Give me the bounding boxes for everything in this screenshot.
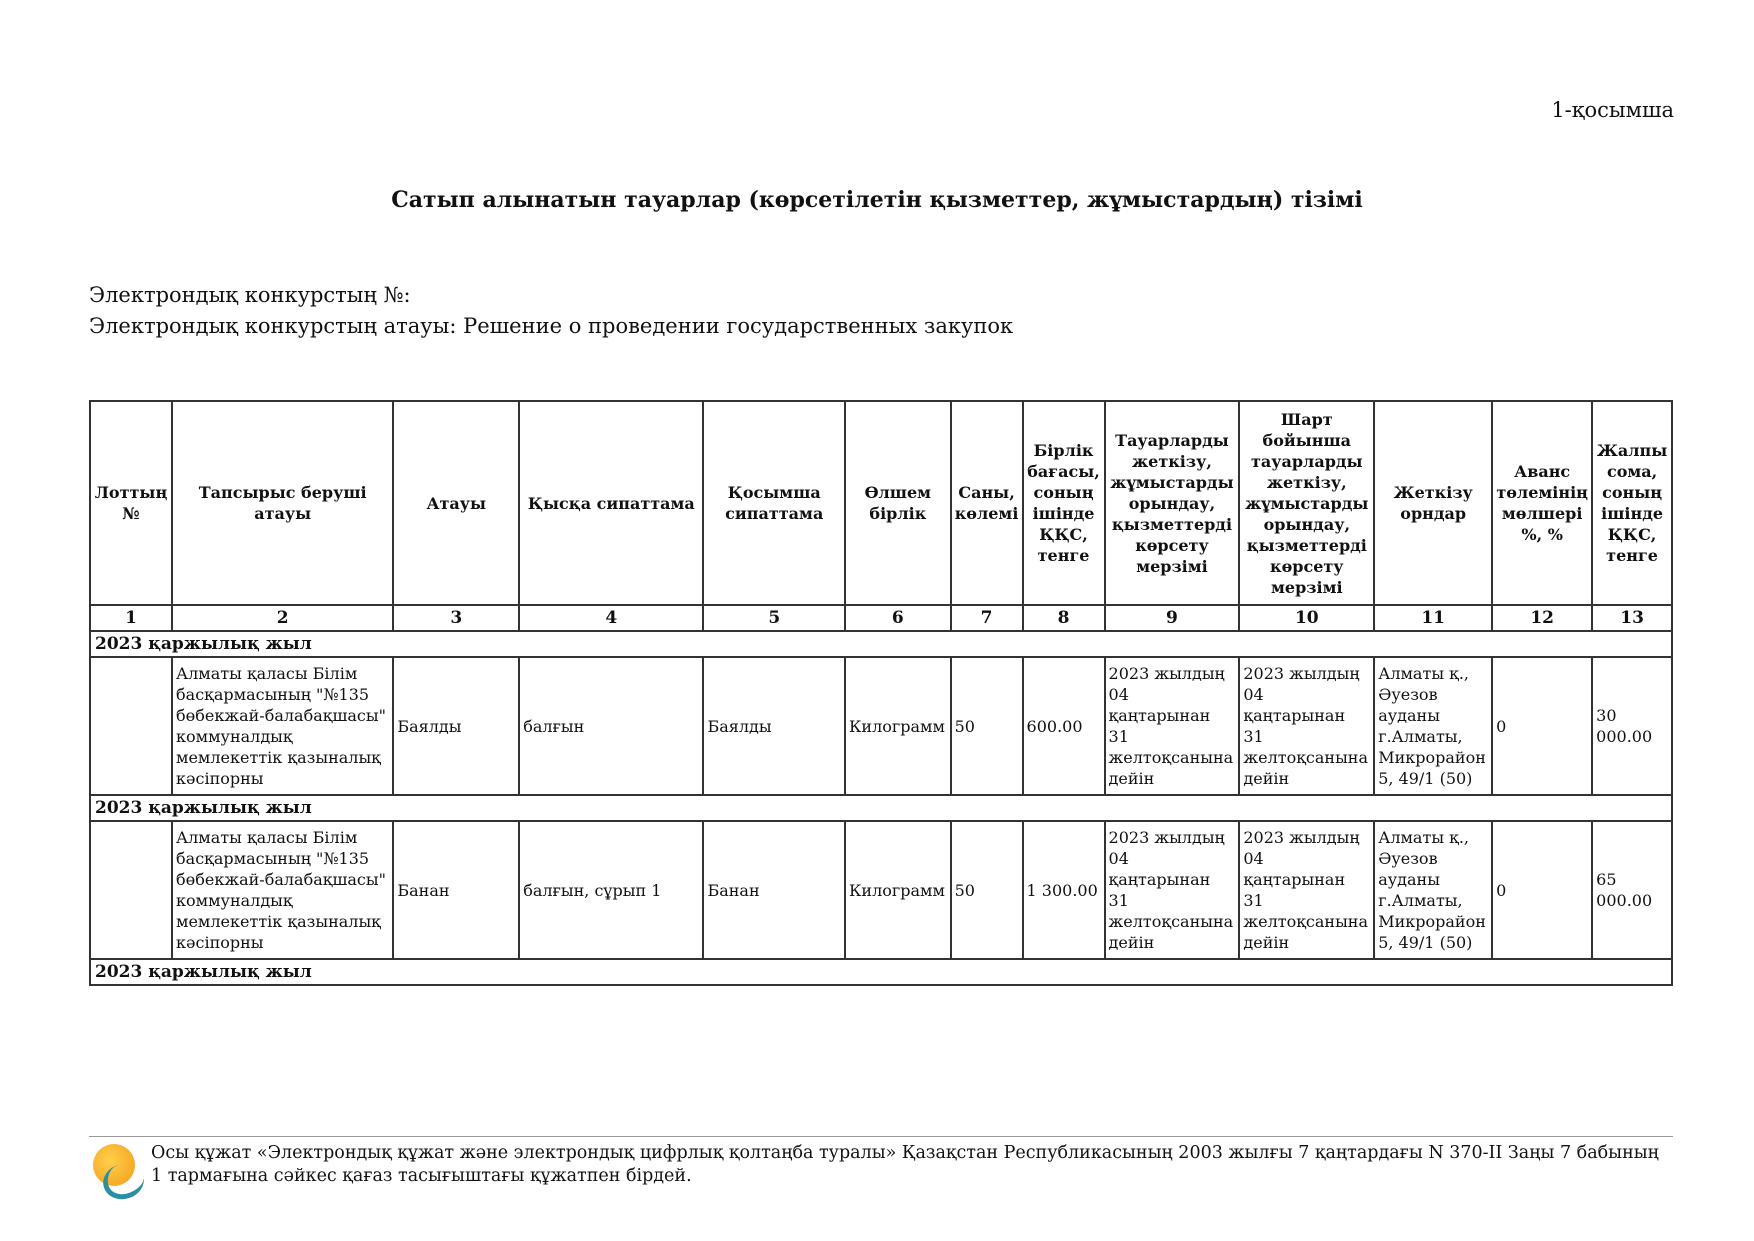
short-description-cell: балғын	[519, 657, 703, 795]
fiscal-year-label: 2023 қаржылық жыл	[90, 959, 1672, 985]
column-number: 6	[845, 605, 951, 631]
unit-price-cell: 600.00	[1023, 657, 1105, 795]
contest-info	[89, 280, 1013, 342]
footer	[89, 1142, 1673, 1194]
column-number: 13	[1592, 605, 1672, 631]
header-cell: Қысқа сипаттама	[519, 401, 703, 605]
column-number: 5	[703, 605, 845, 631]
fiscal-year-row	[90, 795, 1672, 821]
footer-divider	[89, 1136, 1673, 1137]
fiscal-year-row	[90, 631, 1672, 657]
customer-cell: Алматы қаласы Білім басқармасының "№135 бөбекжай-балабақшасы" коммуналдық мемлекеттік қазыналық кәсіпорны	[172, 657, 393, 795]
item-name-cell: Баялды	[393, 657, 519, 795]
lot-number-cell	[90, 657, 172, 795]
extra-description-cell: Баялды	[703, 657, 845, 795]
column-number: 8	[1023, 605, 1105, 631]
header-cell: Тапсырыс беруші атауы	[172, 401, 393, 605]
column-number: 4	[519, 605, 703, 631]
unit-price-cell: 1 300.00	[1023, 821, 1105, 959]
contract-term-cell: 2023 жылдың 04 қаңтарынан 31 желтоқсанына дейін	[1239, 657, 1374, 795]
item-name-cell: Банан	[393, 821, 519, 959]
column-number: 7	[951, 605, 1023, 631]
customer-cell: Алматы қаласы Білім басқармасының "№135 бөбекжай-балабақшасы" коммуналдық мемлекеттік қазыналық кәсіпорны	[172, 821, 393, 959]
unit-cell: Килограмм	[845, 821, 951, 959]
extra-description-cell: Банан	[703, 821, 845, 959]
header-cell: Саны, көлемі	[951, 401, 1023, 605]
unit-cell: Килограмм	[845, 657, 951, 795]
header-cell: Атауы	[393, 401, 519, 605]
contract-term-cell: 2023 жылдың 04 қаңтарынан 31 желтоқсанына дейін	[1239, 821, 1374, 959]
column-number: 11	[1374, 605, 1492, 631]
header-cell: Тауарларды жеткізу, жұмыстарды орындау, қызметтерді көрсету мерзімі	[1105, 401, 1240, 605]
delivery-term-cell: 2023 жылдың 04 қаңтарынан 31 желтоқсанына дейін	[1105, 821, 1240, 959]
column-number: 12	[1492, 605, 1592, 631]
header-cell: Лоттың №	[90, 401, 172, 605]
footer-legal-text: Осы құжат «Электрондық құжат және электрондық цифрлық қолтаңба туралы» Қазақстан Республикасының 2003 жылғы 7 қаңтардағы N 370-II Заңы 7 бабының 1 тармағына сәйкес қағаз тасығыштағы құжатпен бірдей.	[151, 1143, 1659, 1186]
lot-number-cell	[90, 821, 172, 959]
header-cell: Қосымша сипаттама	[703, 401, 845, 605]
short-description-cell: балғын, сұрып 1	[519, 821, 703, 959]
table-row	[90, 821, 1672, 959]
fiscal-year-label: 2023 қаржылық жыл	[90, 631, 1672, 657]
header-cell: Жалпы сома, соның ішінде ҚҚС, тенге	[1592, 401, 1672, 605]
column-number: 1	[90, 605, 172, 631]
total-cell: 30 000.00	[1592, 657, 1672, 795]
total-cell: 65 000.00	[1592, 821, 1672, 959]
header-cell: Бірлік бағасы, соның ішінде ҚҚС, тенге	[1023, 401, 1105, 605]
document-title: Сатып алынатын тауарлар (көрсетілетін қызметтер, жұмыстардың) тізімі	[391, 187, 1363, 213]
column-number: 9	[1105, 605, 1240, 631]
contest-number: Электрондық конкурстың №:	[89, 283, 411, 307]
column-number: 10	[1239, 605, 1374, 631]
advance-cell: 0	[1492, 821, 1592, 959]
contest-name: Электрондық конкурстың атауы: Решение о проведении государственных закупок	[89, 314, 1014, 338]
column-number-row	[90, 605, 1672, 631]
header-cell: Жеткізу орндар	[1374, 401, 1492, 605]
header-cell: Өлшем бірлік	[845, 401, 951, 605]
procurement-table	[89, 400, 1673, 986]
quantity-cell: 50	[951, 821, 1023, 959]
header-cell: Аванс төлемінің мөлшері %, %	[1492, 401, 1592, 605]
egov-logo-icon	[89, 1142, 141, 1194]
advance-cell: 0	[1492, 657, 1592, 795]
fiscal-year-label: 2023 қаржылық жыл	[90, 795, 1672, 821]
annex-label: 1-қосымша	[1551, 98, 1674, 122]
table-header-row	[90, 401, 1672, 605]
quantity-cell: 50	[951, 657, 1023, 795]
delivery-place-cell: Алматы қ., Әуезов ауданы г.Алматы, Микрорайон 5, 49/1 (50)	[1374, 821, 1492, 959]
table-row	[90, 657, 1672, 795]
column-number: 2	[172, 605, 393, 631]
fiscal-year-row	[90, 959, 1672, 985]
header-cell: Шарт бойынша тауарларды жеткізу, жұмыстарды орындау, қызметтерді көрсету мерзімі	[1239, 401, 1374, 605]
delivery-term-cell: 2023 жылдың 04 қаңтарынан 31 желтоқсанына дейін	[1105, 657, 1240, 795]
column-number: 3	[393, 605, 519, 631]
delivery-place-cell: Алматы қ., Әуезов ауданы г.Алматы, Микрорайон 5, 49/1 (50)	[1374, 657, 1492, 795]
